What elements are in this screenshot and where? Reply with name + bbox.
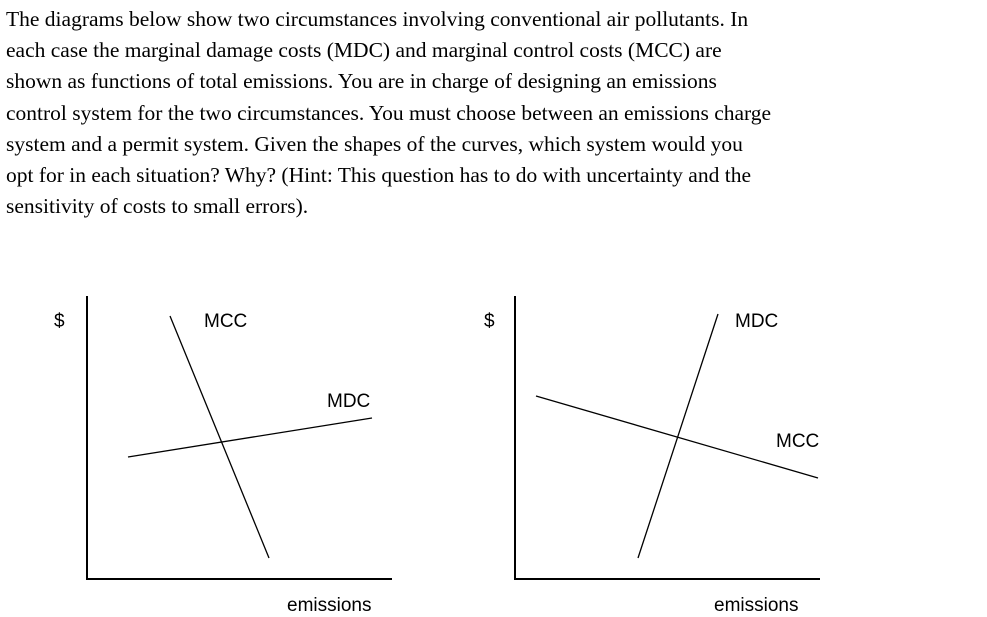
question-line: opt for in each situation? Why? (Hint: This question has to do with uncertainty and the <box>6 163 751 188</box>
question-line: system and a permit system. Given the shapes of the curves, which system would you <box>6 131 743 156</box>
mdc-curve <box>128 418 372 457</box>
mdc-curve <box>638 314 718 558</box>
mcc-label: MCC <box>776 431 820 452</box>
diagram-1 <box>54 296 392 616</box>
y-axis-label: $ <box>484 311 495 332</box>
question-line: shown as functions of total emissions. You are in charge of designing an emissions <box>6 69 717 94</box>
question-line: each case the marginal damage costs (MDC) and marginal control costs (MCC) are <box>6 38 722 63</box>
mdc-label: MDC <box>735 311 779 332</box>
x-axis-label: emissions <box>287 595 372 616</box>
mcc-label: MCC <box>204 311 248 332</box>
mdc-label: MDC <box>327 391 371 412</box>
question-line: sensitivity of costs to small errors). <box>6 194 309 219</box>
question-line: control system for the two circumstances. You must choose between an emissions charge <box>6 100 772 125</box>
y-axis-label: $ <box>54 311 65 332</box>
diagram-2 <box>484 296 820 616</box>
question-line: The diagrams below show two circumstances involving conventional air pollutants. In <box>6 7 749 31</box>
x-axis-label: emissions <box>714 595 799 616</box>
